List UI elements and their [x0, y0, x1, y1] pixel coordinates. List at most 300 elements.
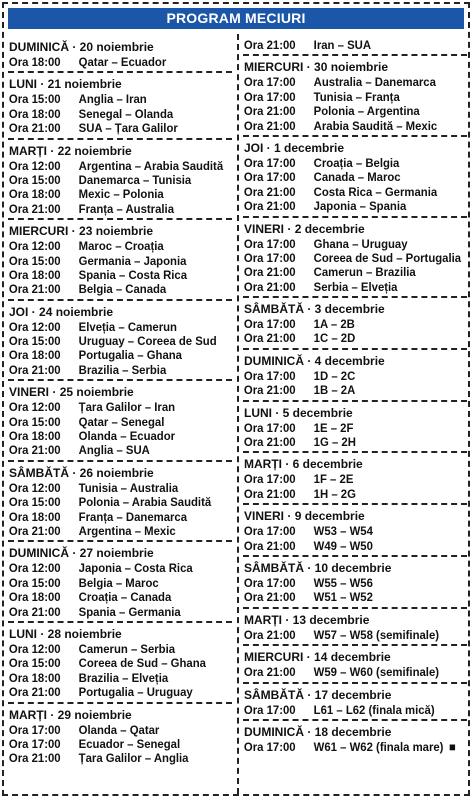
day-block — [243, 38, 467, 52]
match-row — [243, 156, 451, 170]
match-time: Ora 21:00 — [8, 362, 61, 377]
match-row — [8, 282, 216, 296]
match-teams: 1A – 2B — [313, 317, 355, 332]
match-time: Ora 17:00 — [243, 89, 296, 104]
match-teams: Serbia – Elveția — [313, 279, 398, 294]
match-teams: L61 – L62 (finala mică) — [313, 702, 435, 717]
day-date-separator: · — [282, 457, 293, 472]
day-date: 23 noiembrie — [79, 224, 154, 239]
match-row — [8, 92, 216, 106]
match-row — [8, 576, 216, 590]
match-row — [243, 665, 451, 679]
match-teams: Anglia – Iran — [78, 92, 147, 107]
match-time: Ora 21:00 — [243, 435, 296, 450]
day-block — [8, 71, 232, 135]
match-row — [243, 280, 451, 294]
match-time: Ora 17:00 — [243, 170, 296, 185]
match-teams: Polonia – Argentina — [313, 104, 420, 119]
match-teams: Argentina – Mexic — [78, 523, 176, 538]
match-teams: Portugalia – Uruguay — [78, 685, 193, 700]
day-date-separator: · — [69, 546, 80, 561]
match-time: Ora 17:00 — [243, 739, 296, 754]
match-row — [8, 334, 216, 348]
match-time: Ora 21:00 — [8, 443, 61, 458]
match-time: Ora 21:00 — [8, 201, 61, 216]
day-separator — [8, 299, 232, 301]
match-row — [243, 590, 451, 604]
match-row — [243, 487, 451, 501]
match-time: Ora 18:00 — [8, 106, 61, 121]
match-time: Ora 21:00 — [8, 121, 61, 136]
match-row — [243, 199, 451, 213]
day-date-separator: · — [69, 465, 80, 480]
match-row — [8, 737, 216, 751]
match-teams: Danemarca – Tunisia — [78, 172, 192, 187]
match-teams: Ecuador – Senegal — [78, 736, 181, 751]
day-heading — [243, 687, 467, 703]
day-name: SÂMBĂTĂ — [244, 302, 304, 317]
match-teams: Brazilia – Serbia — [78, 362, 167, 377]
match-time: Ora 17:00 — [243, 368, 296, 383]
match-row — [243, 119, 451, 133]
day-block — [243, 503, 467, 553]
match-teams: Japonia – Costa Rica — [78, 561, 193, 576]
day-date-separator: · — [304, 724, 315, 739]
match-time: Ora 21:00 — [8, 523, 61, 538]
day-block — [8, 460, 232, 539]
match-teams: Germania – Japonia — [78, 253, 187, 268]
match-teams: Camerun – Brazilia — [313, 265, 416, 280]
day-heading — [243, 221, 467, 237]
day-block — [243, 296, 467, 346]
day-date: 4 decembrie — [314, 353, 385, 368]
day-separator — [243, 451, 467, 453]
match-teams: Olanda – Qatar — [78, 722, 160, 737]
match-row — [8, 187, 216, 201]
match-teams: Polonia – Arabia Saudită — [78, 495, 212, 510]
match-time: Ora 21:00 — [243, 279, 296, 294]
match-row — [8, 590, 216, 604]
match-row — [243, 472, 451, 486]
match-teams: Franța – Danemarca — [78, 509, 188, 524]
page-title: PROGRAM MECIURI — [8, 8, 464, 29]
day-heading — [243, 724, 467, 740]
match-teams: Mexic – Polonia — [78, 187, 164, 202]
match-row — [8, 524, 216, 538]
match-teams: Ghana – Uruguay — [313, 236, 408, 251]
match-time: Ora 21:00 — [243, 590, 296, 605]
match-time: Ora 21:00 — [243, 265, 296, 280]
match-time: Ora 17:00 — [243, 250, 296, 265]
match-time: Ora 21:00 — [8, 604, 61, 619]
day-date: 18 decembrie — [314, 724, 392, 739]
match-teams: Argentina – Arabia Saudită — [78, 158, 224, 173]
match-row — [8, 429, 216, 443]
day-heading — [243, 508, 467, 524]
day-separator — [8, 379, 232, 381]
match-time: Ora 17:00 — [8, 736, 61, 751]
day-block — [243, 607, 467, 642]
match-time: Ora 21:00 — [243, 538, 296, 553]
day-date: 24 noiembrie — [39, 304, 114, 319]
day-date-separator: · — [304, 302, 315, 317]
end-mark-icon: ■ — [449, 739, 456, 754]
match-teams: Portugalia – Ghana — [78, 348, 182, 363]
match-row — [8, 605, 216, 619]
day-name: VINERI — [244, 221, 285, 236]
day-date: 17 decembrie — [314, 687, 392, 702]
day-block — [243, 135, 467, 214]
day-date: 1 decembrie — [274, 140, 345, 155]
day-name: DUMINICĂ — [244, 724, 304, 739]
match-row — [243, 539, 451, 553]
day-date-separator: · — [304, 560, 315, 575]
match-time: Ora 17:00 — [243, 317, 296, 332]
day-name: LUNI — [9, 626, 37, 641]
match-time: Ora 21:00 — [243, 486, 296, 501]
match-row — [243, 628, 451, 642]
match-teams: Țara Galilor – Anglia — [78, 751, 189, 766]
day-date: 14 decembrie — [314, 650, 391, 665]
match-teams: Croația – Canada — [78, 590, 172, 605]
day-separator — [8, 71, 232, 73]
match-teams: Elveția – Camerun — [78, 319, 177, 334]
day-date: 2 decembrie — [294, 221, 365, 236]
match-row — [243, 170, 451, 184]
day-separator — [243, 135, 467, 137]
match-time: Ora 21:00 — [243, 199, 296, 214]
match-row — [243, 369, 451, 383]
match-time: Ora 15:00 — [8, 253, 61, 268]
match-row — [243, 524, 451, 538]
match-time: Ora 12:00 — [8, 641, 61, 656]
day-separator — [243, 503, 467, 505]
day-date-separator: · — [68, 224, 80, 239]
match-teams: Australia – Danemarca — [313, 75, 436, 90]
day-date: 21 noiembrie — [47, 77, 122, 92]
day-separator — [243, 400, 467, 402]
match-time: Ora 17:00 — [243, 472, 296, 487]
day-name: MARȚI — [244, 612, 282, 627]
match-teams: 1F – 2E — [313, 472, 354, 487]
day-date: 22 noiembrie — [57, 143, 132, 158]
match-teams: Spania – Costa Rica — [78, 267, 188, 282]
match-teams: Tunisia – Australia — [78, 480, 179, 495]
day-date: 5 decembrie — [282, 405, 353, 420]
match-teams: 1C – 2D — [313, 331, 356, 346]
day-date-separator: · — [303, 60, 315, 75]
day-date-separator: · — [263, 140, 275, 155]
match-row — [8, 173, 216, 187]
day-date-separator: · — [284, 509, 295, 524]
day-heading — [243, 140, 467, 156]
match-time: Ora 17:00 — [8, 722, 61, 737]
day-heading — [243, 301, 467, 317]
match-row — [243, 265, 451, 279]
day-heading — [8, 384, 232, 400]
match-row — [8, 495, 216, 509]
day-name: LUNI — [244, 405, 272, 420]
match-row — [8, 363, 216, 377]
day-separator — [8, 218, 232, 220]
match-teams: Camerun – Serbia — [78, 641, 176, 656]
match-teams: Tunisia – Franța — [313, 89, 400, 104]
day-date: 10 decembrie — [314, 560, 392, 575]
day-name: MARȚI — [9, 143, 47, 158]
day-heading — [243, 405, 467, 421]
match-teams: Qatar – Ecuador — [78, 55, 167, 69]
day-date: 28 noiembrie — [47, 626, 122, 641]
day-separator — [8, 540, 232, 542]
day-date: 30 noiembrie — [314, 60, 389, 75]
match-teams: Canada – Maroc — [313, 170, 401, 185]
match-time: Ora 21:00 — [243, 665, 296, 680]
match-time: Ora 21:00 — [243, 383, 296, 398]
day-heading — [243, 649, 467, 665]
match-teams: Costa Rica – Germania — [313, 184, 438, 199]
match-row — [243, 435, 451, 449]
day-block — [243, 719, 467, 754]
day-date-separator: · — [37, 626, 48, 641]
day-block — [8, 621, 232, 700]
day-name: LUNI — [9, 77, 37, 92]
match-teams: Iran – SUA — [313, 38, 372, 52]
match-time: Ora 17:00 — [243, 524, 296, 539]
day-date-separator: · — [47, 707, 58, 722]
day-date-separator: · — [272, 405, 283, 420]
match-row — [8, 239, 216, 253]
match-time: Ora 15:00 — [8, 92, 61, 107]
match-time: Ora 15:00 — [8, 575, 61, 590]
match-teams: Țara Galilor – Iran — [78, 400, 176, 415]
match-teams: Anglia – SUA — [78, 443, 150, 458]
match-time: Ora 21:00 — [243, 104, 296, 119]
match-row — [8, 202, 216, 216]
match-row — [243, 703, 451, 717]
match-time: Ora 12:00 — [8, 158, 61, 173]
day-block — [8, 702, 232, 766]
day-name: MIERCURI — [244, 650, 304, 665]
match-time: Ora 18:00 — [8, 55, 61, 69]
day-name: SÂMBĂTĂ — [244, 560, 304, 575]
match-teams: W59 – W60 (semifinale) — [313, 665, 440, 680]
match-time: Ora 21:00 — [243, 331, 296, 346]
match-row — [8, 656, 216, 670]
match-row — [243, 237, 451, 251]
match-teams: Qatar – Senegal — [78, 414, 165, 429]
match-teams: Belgia – Maroc — [78, 575, 159, 590]
match-row — [243, 90, 451, 104]
match-time: Ora 21:00 — [8, 685, 61, 700]
match-row — [243, 250, 462, 265]
day-name: JOI — [244, 140, 264, 155]
day-name: SÂMBĂTĂ — [244, 687, 304, 702]
day-heading — [8, 223, 232, 239]
match-row — [243, 383, 451, 397]
match-teams: Brazilia – Elveția — [78, 670, 169, 685]
match-time: Ora 12:00 — [8, 561, 61, 576]
day-date-separator: · — [69, 40, 80, 54]
day-date: 20 noiembrie — [79, 40, 154, 54]
match-teams: 1H – 2G — [313, 486, 356, 501]
left-column — [8, 36, 232, 766]
match-row — [8, 751, 216, 765]
day-block — [8, 299, 232, 378]
day-heading — [243, 353, 467, 369]
day-separator — [8, 702, 232, 704]
match-row — [8, 685, 216, 699]
match-row — [8, 400, 216, 414]
day-separator — [243, 216, 467, 218]
match-row — [8, 158, 224, 173]
day-name: MIERCURI — [9, 224, 69, 239]
day-block — [243, 451, 467, 501]
day-name: DUMINICĂ — [244, 353, 304, 368]
match-teams: 1G – 2H — [313, 435, 356, 450]
match-row — [243, 331, 451, 345]
match-time: Ora 21:00 — [243, 627, 296, 642]
day-separator — [243, 607, 467, 609]
day-name: MARȚI — [9, 707, 47, 722]
match-row — [8, 348, 216, 362]
day-heading — [243, 456, 467, 472]
match-row — [243, 104, 451, 118]
match-row — [243, 38, 451, 52]
day-block — [243, 348, 467, 398]
match-row — [243, 421, 451, 435]
match-time: Ora 18:00 — [8, 348, 61, 363]
match-teams: Olanda – Ecuador — [78, 429, 176, 444]
match-row — [8, 723, 216, 737]
right-column — [243, 36, 467, 754]
day-separator — [243, 348, 467, 350]
match-teams: 1B – 2A — [313, 383, 356, 398]
match-teams: Japonia – Spania — [313, 199, 407, 214]
day-date: 6 decembrie — [292, 457, 363, 472]
day-block — [243, 682, 467, 717]
match-time: Ora 21:00 — [243, 38, 296, 52]
match-time: Ora 17:00 — [243, 420, 296, 435]
day-date-separator: · — [37, 77, 48, 92]
day-separator — [243, 682, 467, 684]
match-teams: W61 – W62 (finala mare) — [313, 739, 444, 754]
day-heading — [8, 143, 232, 159]
match-teams: W53 – W54 — [313, 524, 373, 539]
match-row — [8, 510, 216, 524]
day-date-separator: · — [47, 143, 58, 158]
day-heading — [8, 707, 232, 723]
day-heading — [8, 39, 232, 55]
match-time: Ora 15:00 — [8, 495, 61, 510]
match-time: Ora 18:00 — [8, 187, 61, 202]
match-teams: W49 – W50 — [313, 538, 373, 553]
day-heading — [8, 545, 232, 561]
day-date: 3 decembrie — [314, 302, 385, 317]
day-block — [8, 138, 232, 217]
day-name: VINERI — [244, 509, 285, 524]
match-row — [8, 481, 216, 495]
day-separator — [8, 138, 232, 140]
match-time: Ora 18:00 — [8, 267, 61, 282]
match-time: Ora 18:00 — [8, 590, 61, 605]
match-time: Ora 18:00 — [8, 509, 61, 524]
day-block — [243, 216, 467, 295]
match-time: Ora 17:00 — [243, 75, 296, 90]
match-time: Ora 12:00 — [8, 480, 61, 495]
day-date: 13 decembrie — [292, 612, 370, 627]
day-separator — [8, 621, 232, 623]
day-block — [243, 644, 467, 679]
day-date-separator: · — [28, 304, 40, 319]
match-time: Ora 18:00 — [8, 670, 61, 685]
match-time: Ora 17:00 — [243, 575, 296, 590]
match-teams: 1E – 2F — [313, 420, 354, 435]
day-separator — [243, 719, 467, 721]
match-time: Ora 17:00 — [243, 702, 296, 717]
column-divider — [237, 34, 239, 794]
match-time: Ora 12:00 — [8, 319, 61, 334]
day-date: 26 noiembrie — [79, 465, 154, 480]
day-name: MARȚI — [244, 457, 282, 472]
match-time: Ora 12:00 — [8, 239, 61, 254]
day-block — [243, 54, 467, 133]
match-teams: W57 – W58 (semifinale) — [313, 627, 440, 642]
day-date-separator: · — [304, 687, 315, 702]
day-name: JOI — [9, 304, 29, 319]
match-time: Ora 17:00 — [243, 155, 296, 170]
match-row — [243, 739, 456, 754]
day-name: MIERCURI — [244, 60, 304, 75]
match-row — [8, 671, 216, 685]
match-time: Ora 17:00 — [243, 236, 296, 251]
match-teams: W55 – W56 — [313, 575, 373, 590]
match-row — [8, 55, 216, 69]
match-time: Ora 12:00 — [8, 400, 61, 415]
match-row — [243, 576, 451, 590]
day-name: DUMINICĂ — [9, 546, 69, 561]
day-heading — [8, 304, 232, 320]
day-date-separator: · — [284, 221, 295, 236]
day-separator — [8, 460, 232, 462]
day-separator — [243, 555, 467, 557]
match-teams: Coreea de Sud – Portugalia — [313, 250, 462, 265]
match-row — [8, 107, 216, 121]
match-time: Ora 15:00 — [8, 414, 61, 429]
day-date-separator: · — [303, 650, 315, 665]
match-time: Ora 15:00 — [8, 656, 61, 671]
match-row — [8, 561, 216, 575]
match-row — [8, 268, 216, 282]
day-separator — [243, 296, 467, 298]
day-block — [8, 379, 232, 458]
match-time: Ora 18:00 — [8, 429, 61, 444]
day-date-separator: · — [49, 385, 60, 400]
day-date: 27 noiembrie — [79, 546, 154, 561]
day-heading — [8, 465, 232, 481]
day-date-separator: · — [282, 612, 293, 627]
match-teams: Spania – Germania — [78, 604, 181, 619]
match-teams: SUA – Țara Galilor — [78, 121, 178, 136]
day-date: 25 noiembrie — [59, 385, 134, 400]
day-name: DUMINICĂ — [9, 40, 69, 54]
day-heading — [243, 59, 467, 75]
match-row — [243, 75, 451, 89]
match-time: Ora 15:00 — [8, 172, 61, 187]
match-teams: Croația – Belgia — [313, 155, 400, 170]
day-heading — [243, 560, 467, 576]
match-teams: Maroc – Croația — [78, 239, 164, 254]
day-heading — [8, 76, 232, 92]
